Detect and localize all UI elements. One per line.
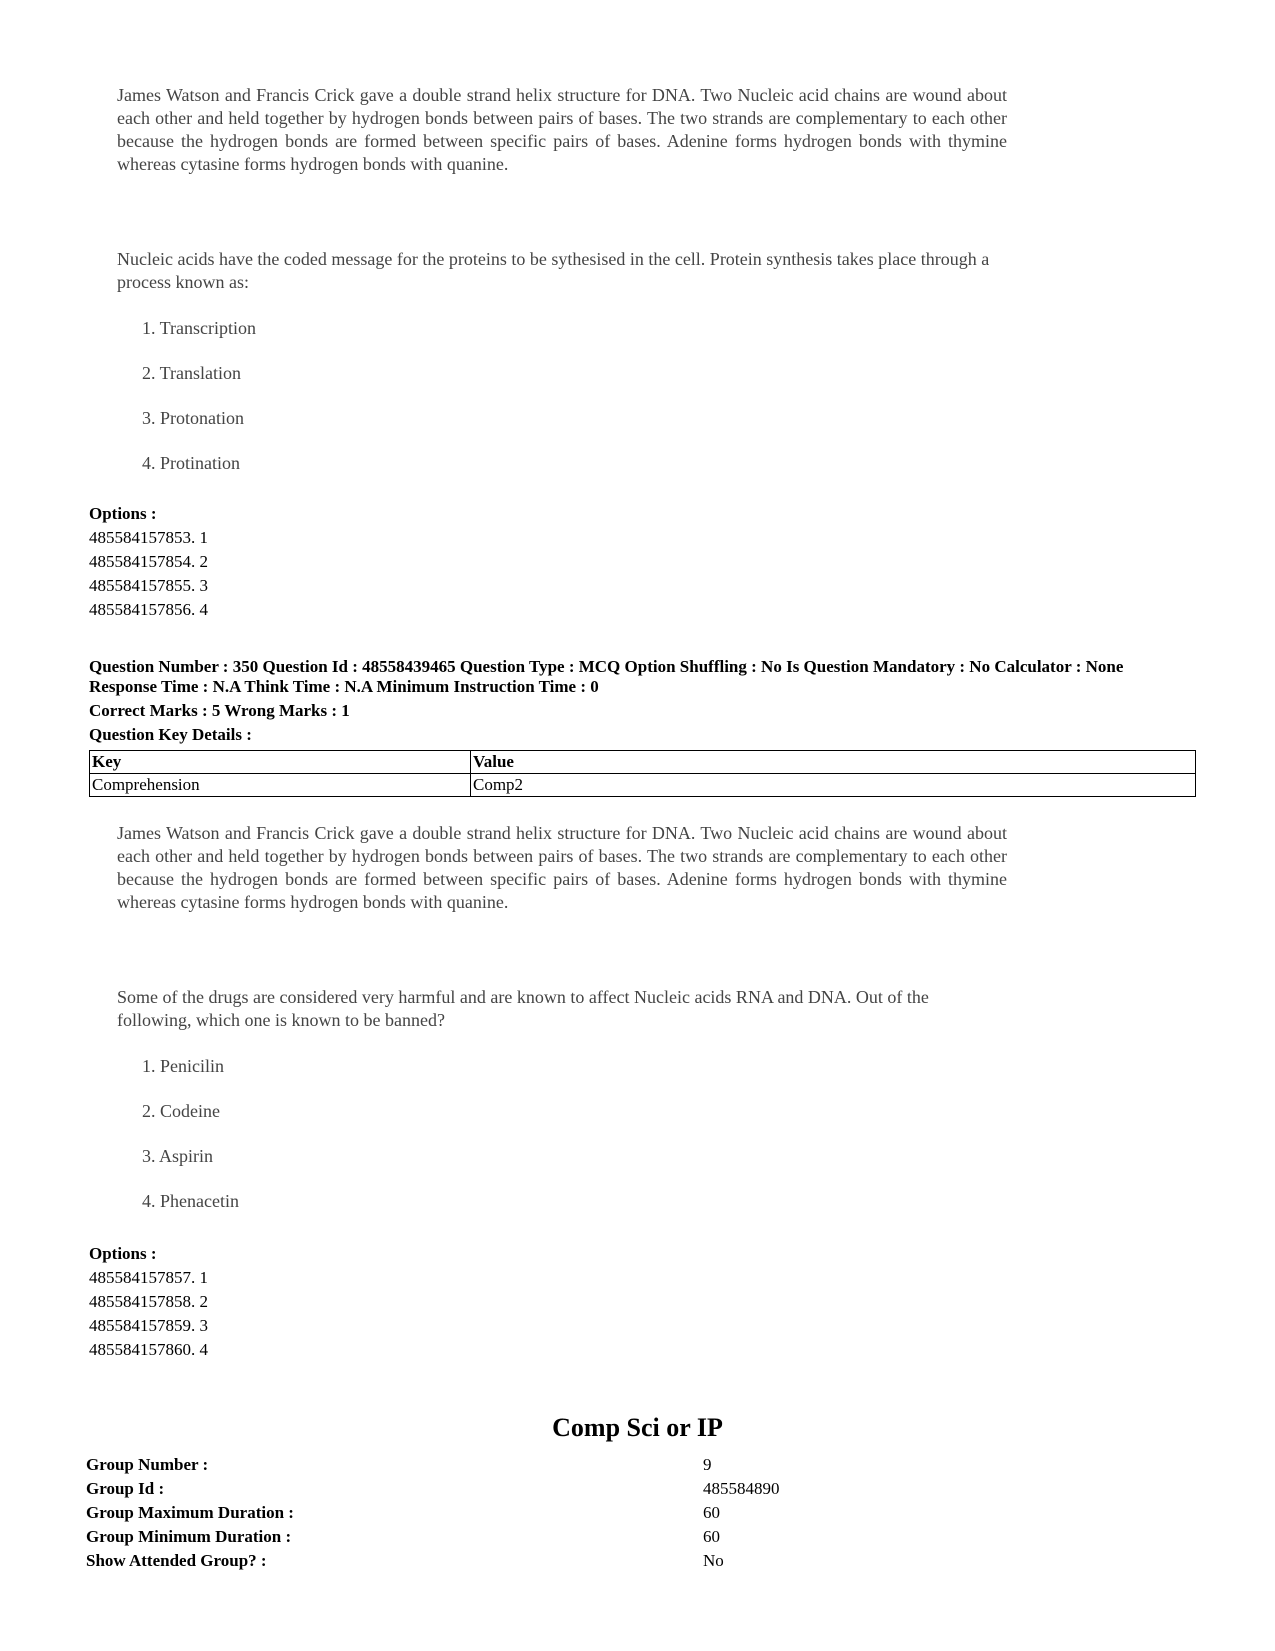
question-text: Some of the drugs are considered very harmful and are known to affect Nucleic acids RNA and DNA. Out of the following, which one is known to be banned?	[117, 987, 929, 1030]
option-id: 485584157853. 1	[89, 528, 208, 547]
group-id-value: 485584890	[703, 1479, 780, 1498]
choice-item: 2. Translation	[142, 363, 242, 383]
choice-item: 1. Penicilin	[142, 1056, 224, 1076]
choice-item: 1. Transcription	[142, 318, 257, 338]
comprehension-passage: James Watson and Francis Crick gave a double strand helix structure for DNA. Two Nucleic acid chains are wound about each other and held together by hydrogen bonds between pairs of bases. The two strands are complementary to each other because the hydrogen bonds are formed between specific pairs of bases. Adenine forms hydrogen bonds with thymine whereas cytasine forms hydrogen bonds with quanine.	[117, 823, 1007, 912]
option-id: 485584157858. 2	[89, 1292, 208, 1311]
table-header-value: Value	[471, 751, 1196, 774]
question-text: Nucleic acids have the coded message for the proteins to be sythesised in the cell. Protein synthesis takes place through a process known as:	[117, 249, 990, 292]
choice-item: 4. Protination	[142, 453, 240, 473]
question-key-table	[89, 750, 1196, 797]
section-title: Comp Sci or IP	[552, 1413, 723, 1442]
options-heading: Options :	[89, 504, 157, 523]
choice-item: 4. Phenacetin	[142, 1191, 239, 1211]
choice-item: 3. Protonation	[142, 408, 244, 428]
question-marks: Correct Marks : 5 Wrong Marks : 1	[89, 701, 350, 720]
options-heading: Options :	[89, 1244, 157, 1263]
question-key-details-label: Question Key Details :	[89, 725, 252, 744]
choice-item: 3. Aspirin	[142, 1146, 214, 1166]
table-row	[90, 774, 1196, 797]
group-max-duration-label: Group Maximum Duration :	[86, 1503, 294, 1522]
group-min-duration-label: Group Minimum Duration :	[86, 1527, 292, 1546]
table-header-key: Key	[90, 751, 471, 774]
question-meta-line-1: Question Number : 350 Question Id : 48558439465 Question Type : MCQ Option Shuffling : No Is Question Mandatory : No Calculator : None	[89, 657, 1124, 676]
option-id: 485584157857. 1	[89, 1268, 208, 1287]
option-id: 485584157859. 3	[89, 1316, 208, 1335]
group-number-label: Group Number :	[86, 1455, 209, 1474]
option-id: 485584157855. 3	[89, 576, 208, 595]
option-id: 485584157854. 2	[89, 552, 208, 571]
table-header-row	[90, 751, 1196, 774]
group-number-value: 9	[703, 1455, 712, 1474]
choice-item: 2. Codeine	[142, 1101, 220, 1121]
show-attended-group-value: No	[703, 1551, 724, 1570]
option-id: 485584157860. 4	[89, 1340, 208, 1359]
group-min-duration-value: 60	[703, 1527, 720, 1546]
table-cell-value: Comp2	[471, 774, 1196, 797]
group-max-duration-value: 60	[703, 1503, 720, 1522]
table-cell-key: Comprehension	[90, 774, 471, 797]
option-id: 485584157856. 4	[89, 600, 208, 619]
show-attended-group-label: Show Attended Group? :	[86, 1551, 267, 1570]
comprehension-passage: James Watson and Francis Crick gave a double strand helix structure for DNA. Two Nucleic acid chains are wound about each other and held together by hydrogen bonds between pairs of bases. The two strands are complementary to each other because the hydrogen bonds are formed between specific pairs of bases. Adenine forms hydrogen bonds with thymine whereas cytasine forms hydrogen bonds with quanine.	[117, 85, 1007, 174]
group-id-label: Group Id :	[86, 1479, 165, 1498]
question-meta-line-2: Response Time : N.A Think Time : N.A Minimum Instruction Time : 0	[89, 677, 599, 696]
